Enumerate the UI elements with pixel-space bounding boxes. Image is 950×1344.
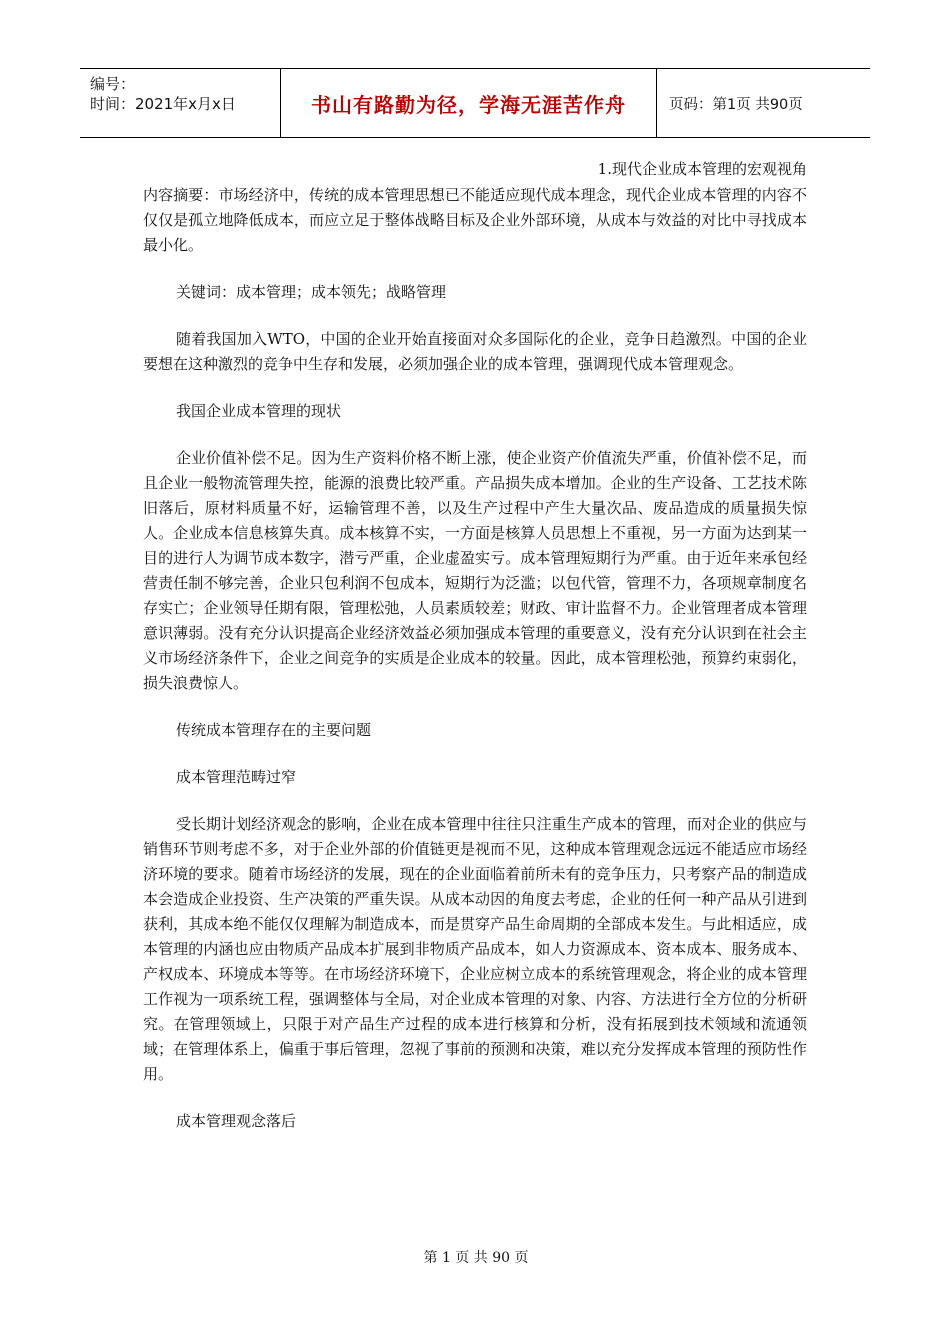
document-title: 1.现代企业成本管理的宏观视角 [597, 160, 807, 178]
date-label: 时间：2021年x月x日 [90, 95, 236, 113]
header-page-cell [657, 69, 870, 137]
section-heading: 传统成本管理存在的主要问题 [176, 721, 372, 739]
header-page-info: 页码：第1页 共90页 [669, 96, 803, 113]
abstract-paragraph: 内容摘要：市场经济中，传统的成本管理思想已不能适应现代成本理念，现代企业成本管理的内容不仅仅是孤立地降低成本，而应立足于整体战略目标及企业外部环境，从成本与效益的对比中寻找成本最小化。 [143, 186, 807, 254]
keywords-paragraph: 关键词：成本管理；成本领先；战略管理 [176, 283, 447, 301]
page-header [80, 68, 870, 138]
section-heading: 我国企业成本管理的现状 [176, 402, 342, 420]
body-paragraph: 受长期计划经济观念的影响，企业在成本管理中往往只注重生产成本的管理，而对企业的供应与销售环节则考虑不多，对于企业外部的价值链更是视而不见，这种成本管理观念远远不能适应市场经济环境的要求。随着市场经济的发展，现在的企业面临着前所未有的竞争压力，只考察产品的制造成本会造成企业投资、生产决策的严重失误。从成本动因的角度去考虑，企业的任何一种产品从引进到获利，其成本绝不能仅仅理解为制造成本，而是贯穿产品生命周期的全部成本发生。与此相适应，成本管理的内涵也应由物质产品成本扩展到非物质产品成本，如人力资源成本、资本成本、服务成本、产权成本、环境成本等等。在市场经济环境下，企业应树立成本的系统管理观念，将企业的成本管理工作视为一项系统工程，强调整体与全局，对企业成本管理的对象、内容、方法进行全方位的分析研究。在管理领域上，只限于对产品生产过程的成本进行核算和分析，没有拓展到技术领域和流通领域；在管理体系上，偏重于事后管理，忽视了事前的预测和决策，难以充分发挥成本管理的预防性作用。 [143, 815, 807, 1083]
subsection-heading: 成本管理范畴过窄 [176, 768, 297, 786]
header-slogan-cell [281, 69, 657, 137]
subsection-heading: 成本管理观念落后 [176, 1112, 297, 1130]
body-paragraph: 随着我国加入WTO，中国的企业开始直接面对众多国际化的企业，竞争日趋激烈。中国的企业要想在这种激烈的竞争中生存和发展，必须加强企业的成本管理，强调现代成本管理观念。 [143, 330, 807, 373]
page-footer: 第 1 页 共 90 页 [423, 1250, 529, 1266]
serial-label: 编号： [90, 75, 136, 93]
body-paragraph: 企业价值补偿不足。因为生产资料价格不断上涨，使企业资产价值流失严重，价值补偿不足，而且企业一般物流管理失控，能源的浪费比较严重。产品损失成本增加。企业的生产设备、工艺技术陈旧落后，原材料质量不好，运输管理不善，以及生产过程中产生大量次品、废品造成的质量损失惊人。企业成本信息核算失真。成本核算不实，一方面是核算人员思想上不重视，另一方面为达到某一目的进行人为调节成本数字，潜亏严重，企业虚盈实亏。成本管理短期行为严重。由于近年来承包经营责任制不够完善，企业只包利润不包成本，短期行为泛滥；以包代管，管理不力，各项规章制度名存实亡；企业领导任期有限，管理松弛，人员素质较差；财政、审计监督不力。企业管理者成本管理意识薄弱。没有充分认识提高企业经济效益必须加强成本管理的重要意义，没有充分认识到在社会主义市场经济条件下，企业之间竞争的实质是企业成本的较量。因此，成本管理松弛，预算约束弱化，损失浪费惊人。 [143, 449, 807, 692]
header-meta-cell [80, 69, 281, 137]
document-body [143, 183, 807, 1156]
header-slogan: 书山有路勤为径，学海无涯苦作舟 [311, 92, 626, 117]
